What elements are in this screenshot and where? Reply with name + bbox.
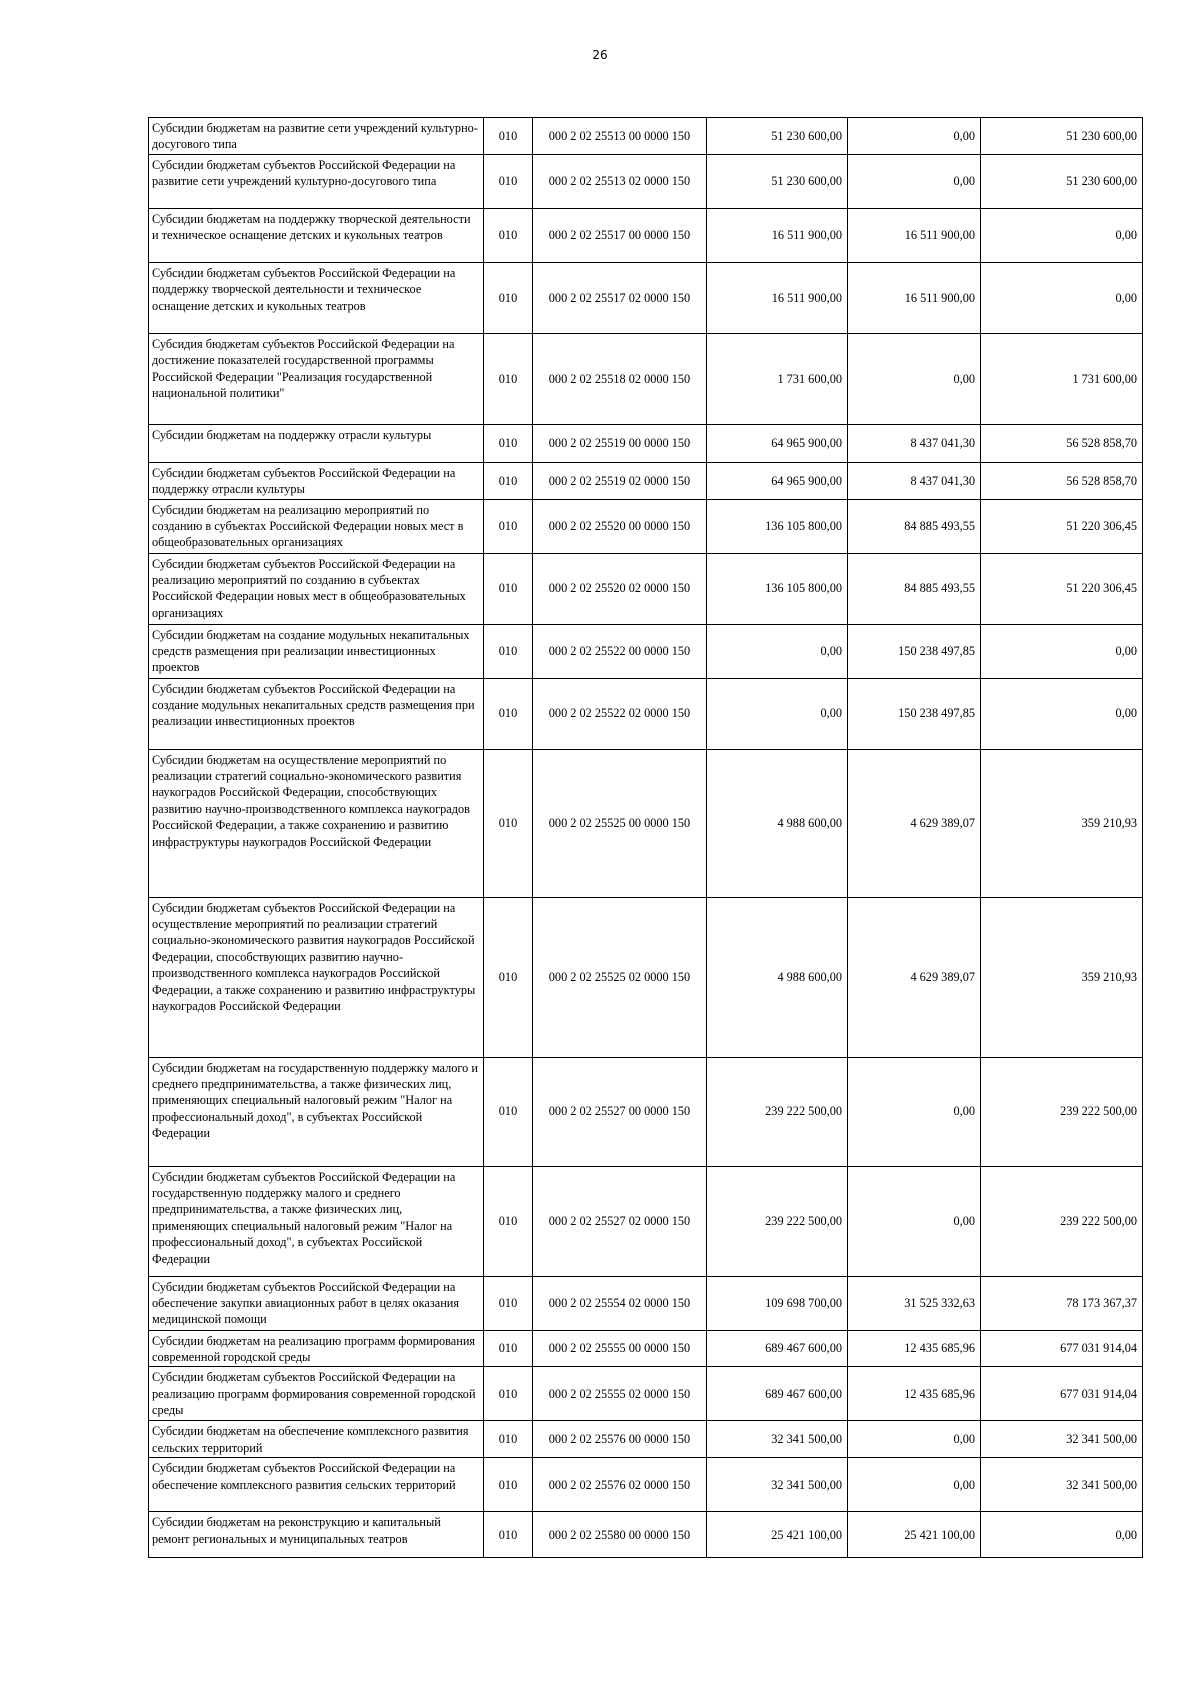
admin-code: 010 [484,262,533,333]
budget-code: 000 2 02 25527 00 0000 150 [533,1057,707,1166]
remaining-amount: 0,00 [981,1512,1143,1558]
item-name: Субсидии бюджетам субъектов Российской Федерации на развитие сети учреждений культурно-досугового типа [149,154,484,208]
admin-code: 010 [484,553,533,624]
planned-amount: 51 230 600,00 [707,118,848,155]
budget-code: 000 2 02 25518 02 0000 150 [533,333,707,424]
admin-code: 010 [484,1458,533,1512]
item-name: Субсидии бюджетам на осуществление мероприятий по реализации стратегий социально-экономического развития наукоградов Российской Федерации, способствующих развитию научно-производственного комплекса наукоградов Российской Федерации, а также сохранению и развитию инфраструктуры наукоградов Российской Федерации [149,749,484,897]
budget-code: 000 2 02 25555 00 0000 150 [533,1330,707,1367]
budget-code: 000 2 02 25520 02 0000 150 [533,553,707,624]
remaining-amount: 78 173 367,37 [981,1276,1143,1330]
executed-amount: 8 437 041,30 [848,424,981,462]
table-row [149,1057,1143,1166]
remaining-amount: 32 341 500,00 [981,1421,1143,1458]
executed-amount: 4 629 389,07 [848,749,981,897]
table-row [149,118,1143,155]
item-name: Субсидии бюджетам субъектов Российской Федерации на государственную поддержку малого и среднего предпринимательства, а также физических лиц, применяющих специальный налоговый режим "Налог на профессиональный доход", в субъектах Российской Федерации [149,1166,484,1276]
admin-code: 010 [484,208,533,262]
remaining-amount: 0,00 [981,262,1143,333]
admin-code: 010 [484,1512,533,1558]
planned-amount: 4 988 600,00 [707,749,848,897]
admin-code: 010 [484,1330,533,1367]
table-row [149,678,1143,749]
table-row [149,1276,1143,1330]
table-row [149,897,1143,1057]
budget-code: 000 2 02 25522 00 0000 150 [533,624,707,678]
executed-amount: 150 238 497,85 [848,678,981,749]
table-row [149,749,1143,897]
executed-amount: 0,00 [848,1057,981,1166]
admin-code: 010 [484,1367,533,1421]
item-name: Субсидии бюджетам субъектов Российской Федерации на создание модульных некапитальных средств размещения при реализации инвестиционных проектов [149,678,484,749]
budget-code: 000 2 02 25576 00 0000 150 [533,1421,707,1458]
item-name: Субсидии бюджетам субъектов Российской Федерации на обеспечение комплексного развития сельских территорий [149,1458,484,1512]
admin-code: 010 [484,1057,533,1166]
budget-code: 000 2 02 25527 02 0000 150 [533,1166,707,1276]
remaining-amount: 677 031 914,04 [981,1330,1143,1367]
budget-code: 000 2 02 25513 00 0000 150 [533,118,707,155]
executed-amount: 25 421 100,00 [848,1512,981,1558]
item-name: Субсидии бюджетам на реализацию программ формирования современной городской среды [149,1330,484,1367]
item-name: Субсидии бюджетам на развитие сети учреждений культурно-досугового типа [149,118,484,155]
item-name: Субсидия бюджетам субъектов Российской Федерации на достижение показателей государственной программы Российской Федерации "Реализация государственной национальной политики" [149,333,484,424]
table-row [149,333,1143,424]
budget-code: 000 2 02 25517 02 0000 150 [533,262,707,333]
remaining-amount: 0,00 [981,208,1143,262]
admin-code: 010 [484,1166,533,1276]
admin-code: 010 [484,897,533,1057]
planned-amount: 51 230 600,00 [707,154,848,208]
planned-amount: 32 341 500,00 [707,1421,848,1458]
budget-code: 000 2 02 25517 00 0000 150 [533,208,707,262]
table-row [149,1166,1143,1276]
remaining-amount: 239 222 500,00 [981,1166,1143,1276]
executed-amount: 0,00 [848,1421,981,1458]
planned-amount: 689 467 600,00 [707,1367,848,1421]
item-name: Субсидии бюджетам субъектов Российской Федерации на реализацию мероприятий по созданию в субъектах Российской Федерации новых мест в общеобразовательных организациях [149,553,484,624]
planned-amount: 4 988 600,00 [707,897,848,1057]
executed-amount: 16 511 900,00 [848,208,981,262]
table-row [149,424,1143,462]
planned-amount: 136 105 800,00 [707,499,848,553]
table-row [149,462,1143,499]
admin-code: 010 [484,749,533,897]
table-row [149,499,1143,553]
remaining-amount: 56 528 858,70 [981,424,1143,462]
planned-amount: 16 511 900,00 [707,208,848,262]
admin-code: 010 [484,678,533,749]
table-row [149,1421,1143,1458]
budget-code: 000 2 02 25519 00 0000 150 [533,424,707,462]
table-row [149,262,1143,333]
budget-code: 000 2 02 25555 02 0000 150 [533,1367,707,1421]
remaining-amount: 1 731 600,00 [981,333,1143,424]
remaining-amount: 56 528 858,70 [981,462,1143,499]
item-name: Субсидии бюджетам субъектов Российской Федерации на осуществление мероприятий по реализации стратегий социально-экономического развития наукоградов Российской Федерации, способствующих развитию научно-производственного комплекса наукоградов Российской Федерации, а также сохранению и развитию инфраструктуры наукоградов Российской Федерации [149,897,484,1057]
planned-amount: 239 222 500,00 [707,1057,848,1166]
remaining-amount: 51 230 600,00 [981,118,1143,155]
item-name: Субсидии бюджетам на обеспечение комплексного развития сельских территорий [149,1421,484,1458]
remaining-amount: 677 031 914,04 [981,1367,1143,1421]
table-row [149,154,1143,208]
budget-code: 000 2 02 25522 02 0000 150 [533,678,707,749]
page-number: 26 [592,48,608,62]
planned-amount: 1 731 600,00 [707,333,848,424]
budget-code: 000 2 02 25580 00 0000 150 [533,1512,707,1558]
item-name: Субсидии бюджетам субъектов Российской Федерации на обеспечение закупки авиационных работ в целях оказания медицинской помощи [149,1276,484,1330]
item-name: Субсидии бюджетам на государственную поддержку малого и среднего предпринимательства, а также физических лиц, применяющих специальный налоговый режим "Налог на профессиональный доход", в субъектах Российской Федерации [149,1057,484,1166]
budget-code: 000 2 02 25525 00 0000 150 [533,749,707,897]
table-body [149,118,1143,1558]
budget-code: 000 2 02 25513 02 0000 150 [533,154,707,208]
planned-amount: 0,00 [707,624,848,678]
planned-amount: 239 222 500,00 [707,1166,848,1276]
executed-amount: 0,00 [848,1166,981,1276]
planned-amount: 64 965 900,00 [707,424,848,462]
executed-amount: 8 437 041,30 [848,462,981,499]
table-row [149,1512,1143,1558]
item-name: Субсидии бюджетам субъектов Российской Федерации на поддержку творческой деятельности и техническое оснащение детских и кукольных театров [149,262,484,333]
executed-amount: 0,00 [848,118,981,155]
planned-amount: 25 421 100,00 [707,1512,848,1558]
planned-amount: 136 105 800,00 [707,553,848,624]
planned-amount: 16 511 900,00 [707,262,848,333]
executed-amount: 84 885 493,55 [848,553,981,624]
executed-amount: 12 435 685,96 [848,1367,981,1421]
item-name: Субсидии бюджетам субъектов Российской Федерации на поддержку отрасли культуры [149,462,484,499]
remaining-amount: 0,00 [981,678,1143,749]
admin-code: 010 [484,1276,533,1330]
executed-amount: 150 238 497,85 [848,624,981,678]
table-row [149,1330,1143,1367]
planned-amount: 689 467 600,00 [707,1330,848,1367]
item-name: Субсидии бюджетам на создание модульных некапитальных средств размещения при реализации инвестиционных проектов [149,624,484,678]
remaining-amount: 359 210,93 [981,897,1143,1057]
executed-amount: 0,00 [848,154,981,208]
budget-code: 000 2 02 25520 00 0000 150 [533,499,707,553]
remaining-amount: 51 220 306,45 [981,499,1143,553]
remaining-amount: 32 341 500,00 [981,1458,1143,1512]
table-row [149,1367,1143,1421]
executed-amount: 31 525 332,63 [848,1276,981,1330]
budget-code: 000 2 02 25519 02 0000 150 [533,462,707,499]
executed-amount: 4 629 389,07 [848,897,981,1057]
planned-amount: 32 341 500,00 [707,1458,848,1512]
remaining-amount: 359 210,93 [981,749,1143,897]
admin-code: 010 [484,118,533,155]
planned-amount: 0,00 [707,678,848,749]
table-row [149,1458,1143,1512]
table-row [149,624,1143,678]
budget-code: 000 2 02 25554 02 0000 150 [533,1276,707,1330]
admin-code: 010 [484,462,533,499]
executed-amount: 0,00 [848,1458,981,1512]
item-name: Субсидии бюджетам на поддержку творческой деятельности и техническое оснащение детских и кукольных театров [149,208,484,262]
admin-code: 010 [484,499,533,553]
executed-amount: 12 435 685,96 [848,1330,981,1367]
remaining-amount: 51 220 306,45 [981,553,1143,624]
admin-code: 010 [484,154,533,208]
item-name: Субсидии бюджетам на реализацию мероприятий по созданию в субъектах Российской Федерации новых мест в общеобразовательных организациях [149,499,484,553]
item-name: Субсидии бюджетам субъектов Российской Федерации на реализацию программ формирования современной городской среды [149,1367,484,1421]
executed-amount: 0,00 [848,333,981,424]
table-row [149,208,1143,262]
remaining-amount: 0,00 [981,624,1143,678]
budget-table [148,117,1143,1558]
budget-code: 000 2 02 25576 02 0000 150 [533,1458,707,1512]
admin-code: 010 [484,624,533,678]
table-row [149,553,1143,624]
executed-amount: 84 885 493,55 [848,499,981,553]
item-name: Субсидии бюджетам на реконструкцию и капитальный ремонт региональных и муниципальных театров [149,1512,484,1558]
budget-code: 000 2 02 25525 02 0000 150 [533,897,707,1057]
admin-code: 010 [484,333,533,424]
admin-code: 010 [484,424,533,462]
admin-code: 010 [484,1421,533,1458]
executed-amount: 16 511 900,00 [848,262,981,333]
planned-amount: 109 698 700,00 [707,1276,848,1330]
item-name: Субсидии бюджетам на поддержку отрасли культуры [149,424,484,462]
remaining-amount: 239 222 500,00 [981,1057,1143,1166]
remaining-amount: 51 230 600,00 [981,154,1143,208]
planned-amount: 64 965 900,00 [707,462,848,499]
